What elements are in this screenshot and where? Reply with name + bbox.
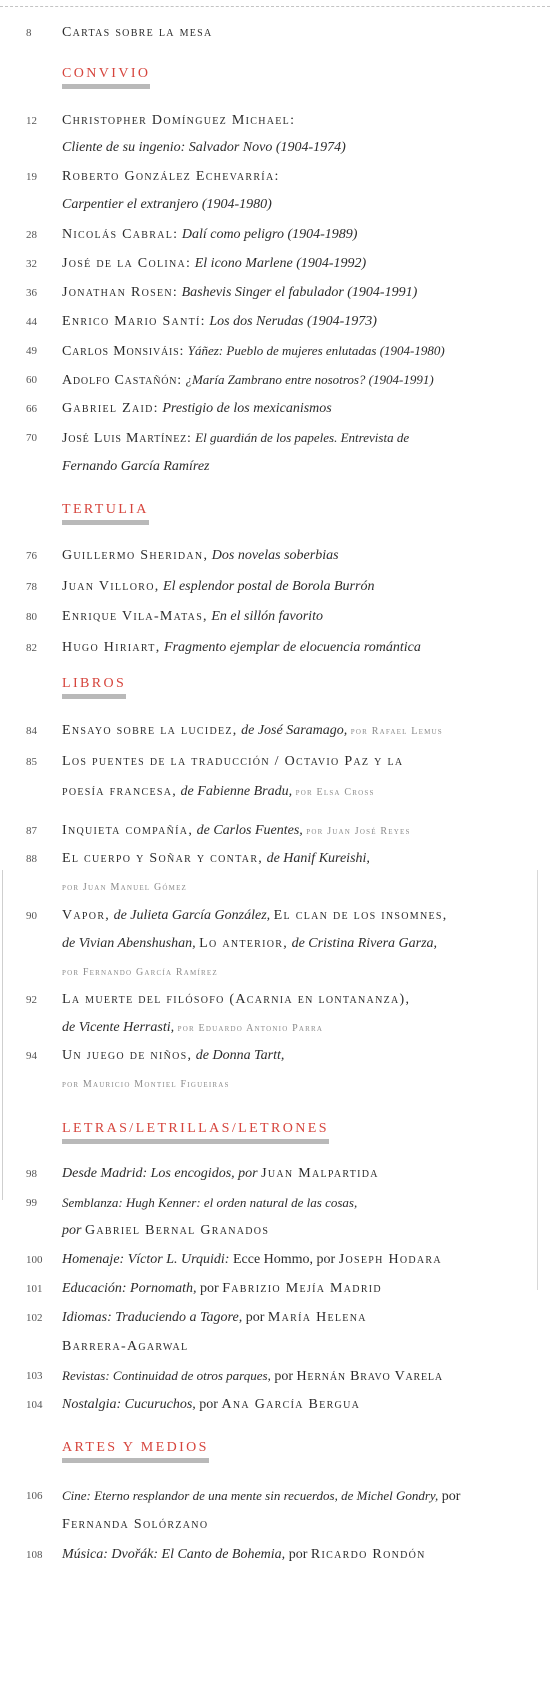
page-number: 101 (26, 1283, 43, 1295)
toc-entry[interactable] (0, 1249, 550, 1271)
entry-title: ¿María Zambrano entre nosotros? (1904-1991) (185, 372, 434, 387)
page-number: 85 (26, 756, 37, 768)
toc-entry[interactable] (0, 224, 550, 246)
book-author: de Cristina Rivera Garza, (291, 936, 438, 951)
entry-author: Roberto González Echevarría: (62, 169, 280, 184)
entry-title: Revistas: Continuidad de otros parques, (62, 1368, 271, 1383)
section-title: CONVIVIO (62, 66, 151, 81)
entry-title: Fernando García Ramírez (62, 459, 210, 474)
page-number: 32 (26, 258, 37, 270)
toc-entry[interactable] (0, 166, 550, 188)
entry-author: Christopher Domínguez Michael: (62, 113, 296, 128)
toc-entry[interactable] (0, 820, 550, 842)
entry-by: por (288, 1547, 308, 1562)
entry-title: El esplendor postal de Borola Burrón (163, 579, 375, 594)
section-underline (62, 1458, 209, 1463)
toc-entry[interactable] (0, 427, 550, 449)
reviewer: por Eduardo Antonio Parra (177, 1023, 324, 1034)
entry-title: Homenaje: Víctor L. Urquidi: (62, 1252, 230, 1267)
entry-by: por (245, 1310, 265, 1325)
toc-entry[interactable] (0, 545, 550, 567)
entry-by: por (274, 1369, 294, 1384)
reviewer: por Rafael Lemus (350, 726, 443, 737)
page-number: 49 (26, 345, 37, 357)
toc-entry-continuation[interactable] (0, 961, 550, 983)
section-title: LETRAS/LETRILLAS/LETRONES (62, 1121, 329, 1136)
toc-entry-continuation[interactable] (0, 781, 550, 803)
toc-entry-continuation[interactable] (0, 876, 550, 898)
section-underline (62, 694, 126, 699)
toc-entry[interactable] (0, 253, 550, 275)
toc-entry[interactable] (0, 340, 550, 362)
entry-title: Nostalgia: Cucuruchos, (62, 1397, 196, 1412)
toc-entry[interactable] (0, 1544, 550, 1566)
reviewer: por Juan José Reyes (306, 826, 411, 837)
entry-title: Carpentier el extranjero (1904-1980) (62, 197, 272, 212)
page-number: 76 (26, 550, 37, 562)
section-heading-libros (62, 676, 126, 699)
page-number: 12 (26, 115, 37, 127)
entry-author: Ana García Bergua (221, 1397, 361, 1412)
toc-entry[interactable] (0, 751, 550, 773)
toc-entry[interactable] (0, 1307, 550, 1329)
toc-entry-continuation[interactable] (0, 1073, 550, 1095)
book-title: Inquieta compañía, (62, 823, 194, 838)
section-title: TERTULIA (62, 502, 149, 517)
toc-entry[interactable] (0, 989, 550, 1011)
section-underline (62, 520, 149, 525)
toc-entry[interactable] (0, 905, 550, 927)
entry-author: Ricardo Rondón (310, 1547, 426, 1562)
page-number: 36 (26, 287, 37, 299)
toc-entry-continuation[interactable] (0, 1514, 550, 1536)
section-title: LIBROS (62, 676, 127, 691)
entry-title: El guardián de los papeles. Entrevista de (195, 430, 410, 445)
entry-title: Los dos Nerudas (1904-1973) (209, 314, 377, 329)
toc-entry[interactable] (0, 110, 550, 132)
toc-entry[interactable] (0, 369, 550, 391)
toc-entry-continuation[interactable] (0, 1220, 550, 1242)
top-dashed-rule (0, 6, 550, 7)
toc-entry-continuation[interactable] (0, 933, 550, 955)
page-number: 80 (26, 611, 37, 623)
entry-author: Enrique Vila-Matas, (62, 609, 208, 624)
toc-entry[interactable] (0, 576, 550, 598)
page-number: 98 (26, 1168, 37, 1180)
entry-author: Juan Malpartida (261, 1166, 379, 1181)
toc-entry-continuation[interactable] (0, 137, 550, 159)
entry-subtitle: Ecce Hommo, por (232, 1252, 336, 1267)
entry-author: Joseph Hodara (338, 1252, 442, 1267)
reviewer: por Mauricio Montiel Figueiras (62, 1079, 230, 1090)
page-number: 90 (26, 910, 37, 922)
entry-author: Hernán Bravo Varela (296, 1369, 443, 1384)
toc-entry-continuation[interactable] (0, 194, 550, 216)
toc-entry-continuation[interactable] (0, 456, 550, 478)
section-heading-artes (62, 1440, 209, 1463)
page-number: 102 (26, 1312, 43, 1324)
page-number: 88 (26, 853, 37, 865)
page-number: 8 (26, 27, 32, 39)
toc-entry[interactable] (0, 1485, 550, 1507)
entry-title: Cartas sobre la mesa (62, 25, 213, 40)
toc-entry[interactable] (0, 606, 550, 628)
section-heading-tertulia (62, 502, 149, 525)
entry-title: Música: Dvořák: El Canto de Bohemia, (62, 1547, 286, 1562)
book-title: El clan de los insomnes, (273, 908, 448, 923)
entry-title: En el sillón favorito (211, 609, 323, 624)
book-author: de Fabienne Bradu, (180, 784, 293, 799)
toc-entry[interactable] (0, 1192, 550, 1214)
page-number: 82 (26, 642, 37, 654)
toc-entry[interactable] (0, 282, 550, 304)
toc-entry[interactable] (0, 720, 550, 742)
entry-title: Fragmento ejemplar de elocuencia romántica (164, 640, 421, 655)
entry-author: Carlos Monsiváis: (62, 344, 185, 359)
reviewer: por Elsa Cross (295, 787, 375, 798)
page-number: 84 (26, 725, 37, 737)
book-title: El cuerpo y Soñar y contar, (62, 851, 264, 866)
entry-author: José de la Colina: (62, 256, 192, 271)
reviewer: por Fernando García Ramírez (62, 967, 218, 978)
book-author: de Donna Tartt, (195, 1048, 285, 1063)
book-title: poesía francesa, (62, 784, 178, 799)
toc-entry-continuation[interactable] (0, 1017, 550, 1039)
entry-author: Fabrizio Mejía Madrid (222, 1281, 382, 1296)
toc-entry[interactable] (0, 22, 550, 44)
book-title: Vapor, (62, 908, 111, 923)
entry-title: Desde Madrid: Los encogidos, por (62, 1166, 258, 1181)
entry-author: Barrera-Agarwal (62, 1339, 189, 1354)
book-author: de Hanif Kureishi, (266, 851, 370, 866)
entry-by: por (441, 1489, 461, 1504)
toc-entry[interactable] (0, 848, 550, 870)
page-number: 104 (26, 1399, 43, 1411)
page-number: 100 (26, 1254, 43, 1266)
section-title: ARTES Y MEDIOS (62, 1440, 209, 1455)
toc-entry[interactable] (0, 1045, 550, 1067)
entry-title: Yáñez: Pueblo de mujeres enlutadas (1904-1980) (187, 343, 445, 358)
page-number: 70 (26, 432, 37, 444)
entry-author: Hugo Hiriart, (62, 640, 161, 655)
entry-title: Dalí como peligro (1904-1989) (181, 227, 358, 242)
toc-entry[interactable] (0, 1365, 550, 1387)
entry-author: Fernanda Solórzano (62, 1517, 209, 1532)
toc-entry-continuation[interactable] (0, 1336, 550, 1358)
book-author: de Vivian Abenshushan, (62, 936, 196, 951)
entry-author: Enrico Mario Santí: (62, 314, 206, 329)
book-title: Ensayo sobre la lucidez, (62, 723, 238, 738)
page-number: 99 (26, 1197, 37, 1209)
entry-author: José Luis Martínez: (62, 431, 192, 446)
section-heading-convivio (62, 66, 150, 89)
toc-entry[interactable] (0, 1394, 550, 1416)
book-author: de Vicente Herrasti, (62, 1020, 175, 1035)
entry-title: Educación: Pornomath, (62, 1281, 197, 1296)
page-number: 60 (26, 374, 37, 386)
entry-title: Dos novelas soberbias (211, 548, 339, 563)
section-underline (62, 84, 150, 89)
entry-author: Adolfo Castañón: (62, 373, 182, 388)
page-number: 87 (26, 825, 37, 837)
toc-entry[interactable] (0, 1163, 550, 1185)
book-title: Los puentes de la traducción / Octavio Paz y la (62, 754, 404, 769)
page-number: 106 (26, 1490, 43, 1502)
entry-title: El icono Marlene (1904-1992) (194, 256, 367, 271)
entry-title: Bashevis Singer el fabulador (1904-1991) (181, 285, 418, 300)
section-underline (62, 1139, 329, 1144)
page-number: 44 (26, 316, 37, 328)
page-number: 66 (26, 403, 37, 415)
book-title: La muerte del filósofo (Acarnia en lontananza), (62, 992, 411, 1007)
entry-author: Gabriel Zaid: (62, 401, 159, 416)
entry-title: Cliente de su ingenio: Salvador Novo (1904-1974) (62, 140, 346, 155)
toc-entry[interactable] (0, 637, 550, 659)
entry-author: Guillermo Sheridan, (62, 548, 209, 563)
book-author: de Carlos Fuentes, (196, 823, 303, 838)
page-number: 28 (26, 229, 37, 241)
page-number: 19 (26, 171, 37, 183)
book-title: Lo anterior, (199, 936, 289, 951)
toc-entry[interactable] (0, 1278, 550, 1300)
toc-entry[interactable] (0, 398, 550, 420)
page-number: 108 (26, 1549, 43, 1561)
toc-entry[interactable] (0, 311, 550, 333)
book-author: de José Saramago, (241, 723, 348, 738)
entry-by: por (200, 1281, 219, 1296)
entry-author: Jonathan Rosen: (62, 285, 179, 300)
book-title: Un juego de niños, (62, 1048, 193, 1063)
page-number: 78 (26, 581, 37, 593)
entry-title: Semblanza: Hugh Kenner: el orden natural de las cosas, (62, 1195, 358, 1210)
entry-title: por (62, 1223, 82, 1238)
reviewer: por Juan Manuel Gómez (62, 882, 188, 893)
book-author: de Julieta García González, (113, 908, 271, 923)
page-number: 94 (26, 1050, 37, 1062)
entry-by: por (199, 1397, 218, 1412)
entry-title: Prestigio de los mexicanismos (162, 401, 332, 416)
page-number: 103 (26, 1370, 43, 1382)
entry-title: Idiomas: Traduciendo a Tagore, (62, 1310, 243, 1325)
entry-author: Juan Villoro, (62, 579, 160, 594)
page-number: 92 (26, 994, 37, 1006)
entry-author: Nicolás Cabral: (62, 227, 179, 242)
entry-author: Gabriel Bernal Granados (84, 1223, 270, 1238)
entry-author: María Helena (267, 1310, 367, 1325)
section-heading-letras (62, 1121, 329, 1144)
entry-title: Cine: Eterno resplandor de una mente sin recuerdos, de Michel Gondry, (62, 1488, 439, 1503)
